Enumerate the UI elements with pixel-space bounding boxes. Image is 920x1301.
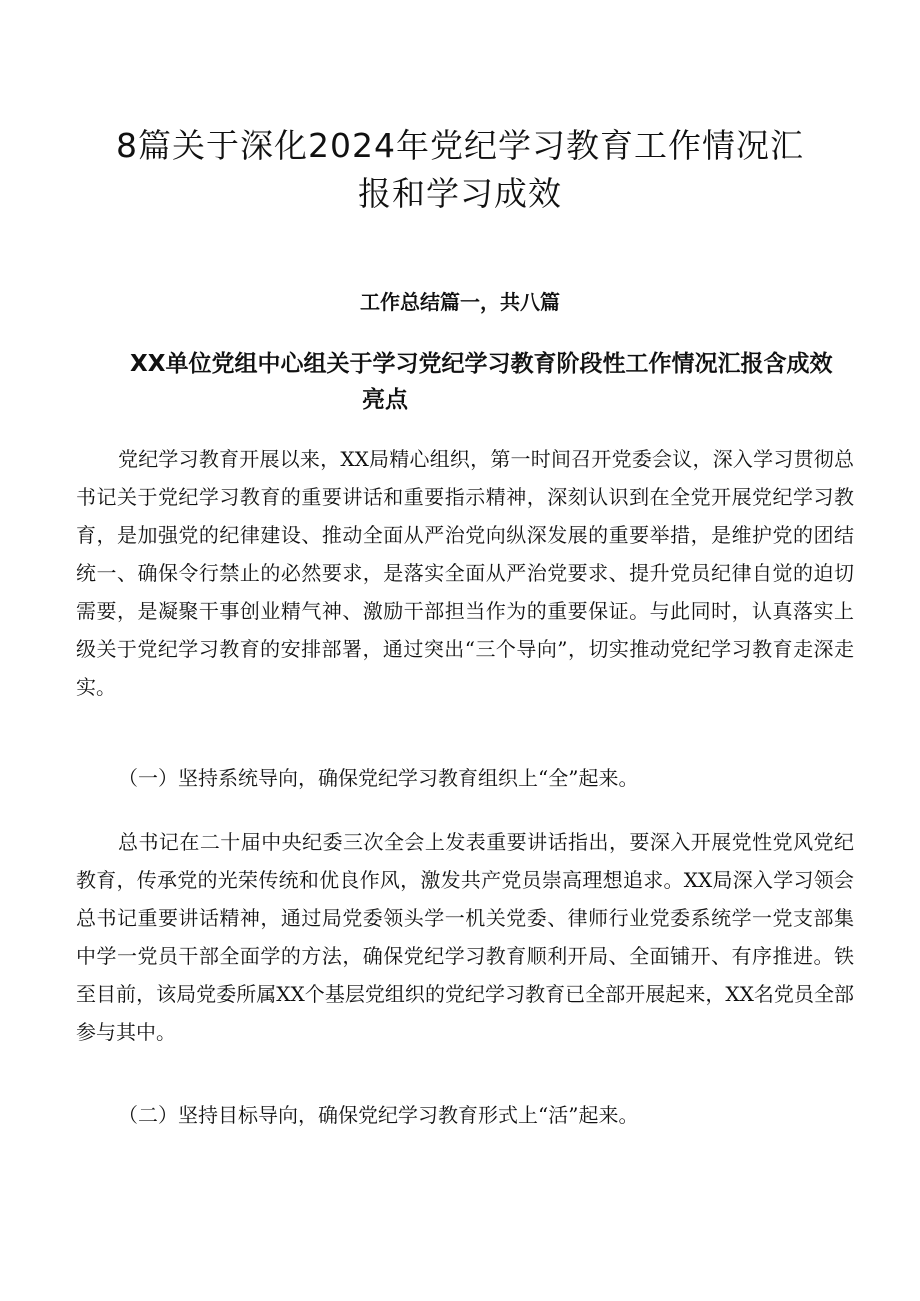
report-subtitle-line1: XX单位党组中心组关于学习党纪学习教育阶段性工作情况汇报含成效 <box>130 351 833 377</box>
body-paragraph-2: 总书记在二十届中央纪委三次全会上发表重要讲话指出，要深入开展党性党风党纪教育，传承党的光荣传统和优良作风，激发共产党员崇高理想追求。XX局深入学习领会总书记重要讲话精神，通过局党委领头学一机关党委、律师行业党委系统学一党支部集中学一党员干部全面学的方法，确保党纪学习教育顺利开局、全面铺开、有序推进。铁至目前，该局党委所属XX个基层党组织的党纪学习教育已全部开展起来，XX名党员全部参与其中。 <box>76 830 854 1044</box>
report-subtitle-line2: 亮点 <box>362 387 408 413</box>
document-title: 8篇关于深化2024年党纪学习教育工作情况汇报和学习成效 <box>116 126 804 213</box>
body-paragraph-1: 党纪学习教育开展以来，XX局精心组织，第一时间召开党委会议，深入学习贯彻总书记关于党纪学习教育的重要讲话和重要指示精神，深刻认识到在全党开展党纪学习教育，是加强党的纪律建设、推动全面从严治党向纵深发展的重要举措，是维护党的团结统一、确保令行禁止的必然要求，是落实全面从严治党要求、提升党员纪律自觉的迫切需要，是凝聚干事创业精气神、激励干部担当作为的重要保证。与此同时，认真落实上级关于党纪学习教育的安排部署，通过突出“三个导向”，切实推动党纪学习教育走深走实。 <box>76 447 854 699</box>
section-heading: 工作总结篇一，共八篇 <box>360 290 560 314</box>
point-heading-1: （一）坚持系统导向，确保党纪学习教育组织上“全”起来。 <box>118 766 639 790</box>
point-heading-2: （二）坚持目标导向，确保党纪学习教育形式上“活”起来。 <box>118 1103 639 1127</box>
report-subtitle <box>130 346 850 418</box>
